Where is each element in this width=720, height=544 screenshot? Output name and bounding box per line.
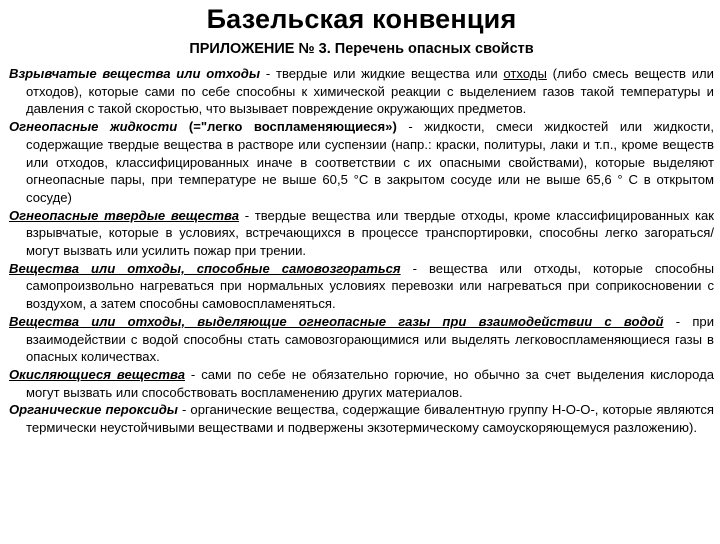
term-flammable-liquids: Огнеопасные жидкости	[9, 119, 178, 135]
list-item-flammable-solids	[9, 207, 714, 260]
underlined-term-link[interactable]: отходы	[503, 66, 547, 81]
definition-text: - при взаимодействии с водой способны стать самовозгорающимися или выделять легковоспламеняющиеся газы в опасных количествах.	[26, 313, 715, 365]
term-water-reactive: Вещества или отходы, выделяющие огнеопасные газы при взаимодействии с водой	[9, 313, 664, 329]
definition-text: - сами по себе не обязательно горючие, но обычно за счет выделения кислорода могут вызвать или способствовать воспламенению других материалов.	[26, 366, 714, 400]
page-subtitle: ПРИЛОЖЕНИЕ № 3. Перечень опасных свойств	[189, 41, 534, 57]
term-organic-peroxides: Органические пероксиды	[9, 402, 178, 418]
definition-text: (либо смесь веществ или отходов), которые сами по себе способны к химической реакции с выделением газов такой температуры и давления с такой скоростью, что вызывает повреждение окружающих предметов.	[26, 66, 714, 117]
list-item-flammable-liquids	[9, 118, 714, 207]
page-title: Базельская конвенция	[206, 4, 517, 34]
definition-text: - жидкости, смеси жидкостей или жидкости, содержащие твердые вещества в растворе или суспензии (напр.: краски, политуры, лаки и т.п., кроме веществ или отходов, классифицированных иначе в соответствии с их опасными свойствами), которые выделяют огнеопасные пары, при температуре не выше 60,5 °С в закрытом сосуде или не выше 65,6 ° С в открытом сосуде)	[26, 119, 715, 205]
term-extra: (="легко воспламеняющиеся»)	[177, 119, 397, 135]
definition-text: - вещества или отходы, которые способны самопроизвольно нагреваться при нормальных условиях перевозки или нагреваться при соприкосновении с воздухом, а затем способны самовоспламеняться.	[26, 260, 714, 312]
list-item-oxidizers	[9, 366, 714, 401]
definition-text: - твердые вещества или твердые отходы, кроме классифицированных как взрывчатые, которые в условиях, встречающихся в процессе транспортировки, способны легко загораться/могут вызвать или усилить пожар при трении.	[26, 207, 714, 259]
list-item-organic-peroxides	[9, 401, 714, 436]
slide	[0, 4, 720, 544]
definition-part: - твердые или жидкие вещества или	[260, 66, 504, 81]
term-self-igniting: Вещества или отходы, способные самовозгораться	[9, 260, 401, 276]
term-explosives: Взрывчатые вещества или отходы	[9, 66, 261, 81]
term-oxidizers: Окисляющиеся вещества	[9, 366, 186, 382]
list-item-self-igniting	[9, 260, 714, 313]
list-item-explosives	[9, 65, 714, 118]
list-item-water-reactive	[9, 313, 714, 366]
definition-text: - органические вещества, содержащие бивалентную группу Н-О-О-, которые являются термически неустойчивыми веществами и подвержены экзотермическому самоускоряющемуся разложению).	[26, 402, 714, 436]
term-flammable-solids: Огнеопасные твердые вещества	[9, 207, 240, 223]
